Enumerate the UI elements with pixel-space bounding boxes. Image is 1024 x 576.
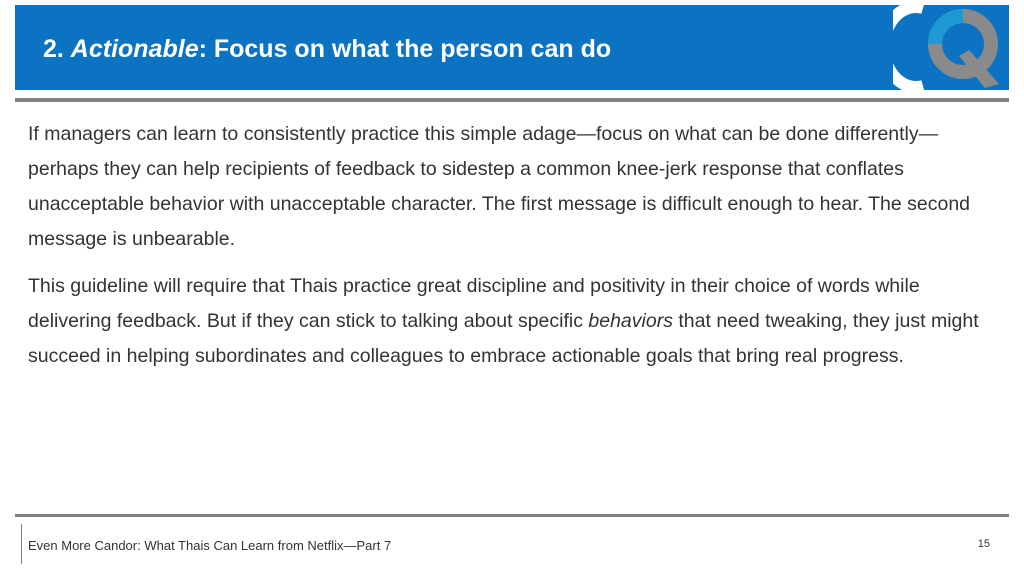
header-divider [15, 98, 1009, 102]
footer-rule [21, 524, 22, 564]
paragraph-2-after: that need tweaking, they just might succeed in helping subordinates and colleagues to embrace actionable goals that bring real progress. [28, 310, 979, 367]
paragraph-1: If managers can learn to consistently practice this simple adage—focus on what can be done differently—perhaps they can help recipients of feedback to sidestep a common knee-jerk response that conflates unacceptable behavior with unacceptable character. The first message is difficult enough to hear. The second message is unbearable. [28, 123, 971, 250]
paragraph-2 [28, 269, 998, 374]
cq-logo-icon [893, 2, 1009, 92]
footer-text: Even More Candor: What Thais Can Learn from Netflix—Part 7 [28, 538, 392, 553]
title-rest: : Focus on what the person can do [198, 35, 612, 63]
paragraph-2-before: This guideline will require that Thais practice great discipline and positivity in their choice of words while delivering feedback. But if they can stick to talking about specific [28, 275, 920, 332]
title-number: 2. [43, 35, 71, 63]
slide-title [43, 34, 611, 64]
paragraph-2-emphasis: behaviors [588, 310, 673, 332]
body-text [28, 117, 998, 386]
title-emphasis: Actionable [70, 35, 199, 63]
title-bar [15, 5, 1009, 90]
page-number: 15 [977, 538, 990, 550]
footer-divider [15, 514, 1009, 517]
